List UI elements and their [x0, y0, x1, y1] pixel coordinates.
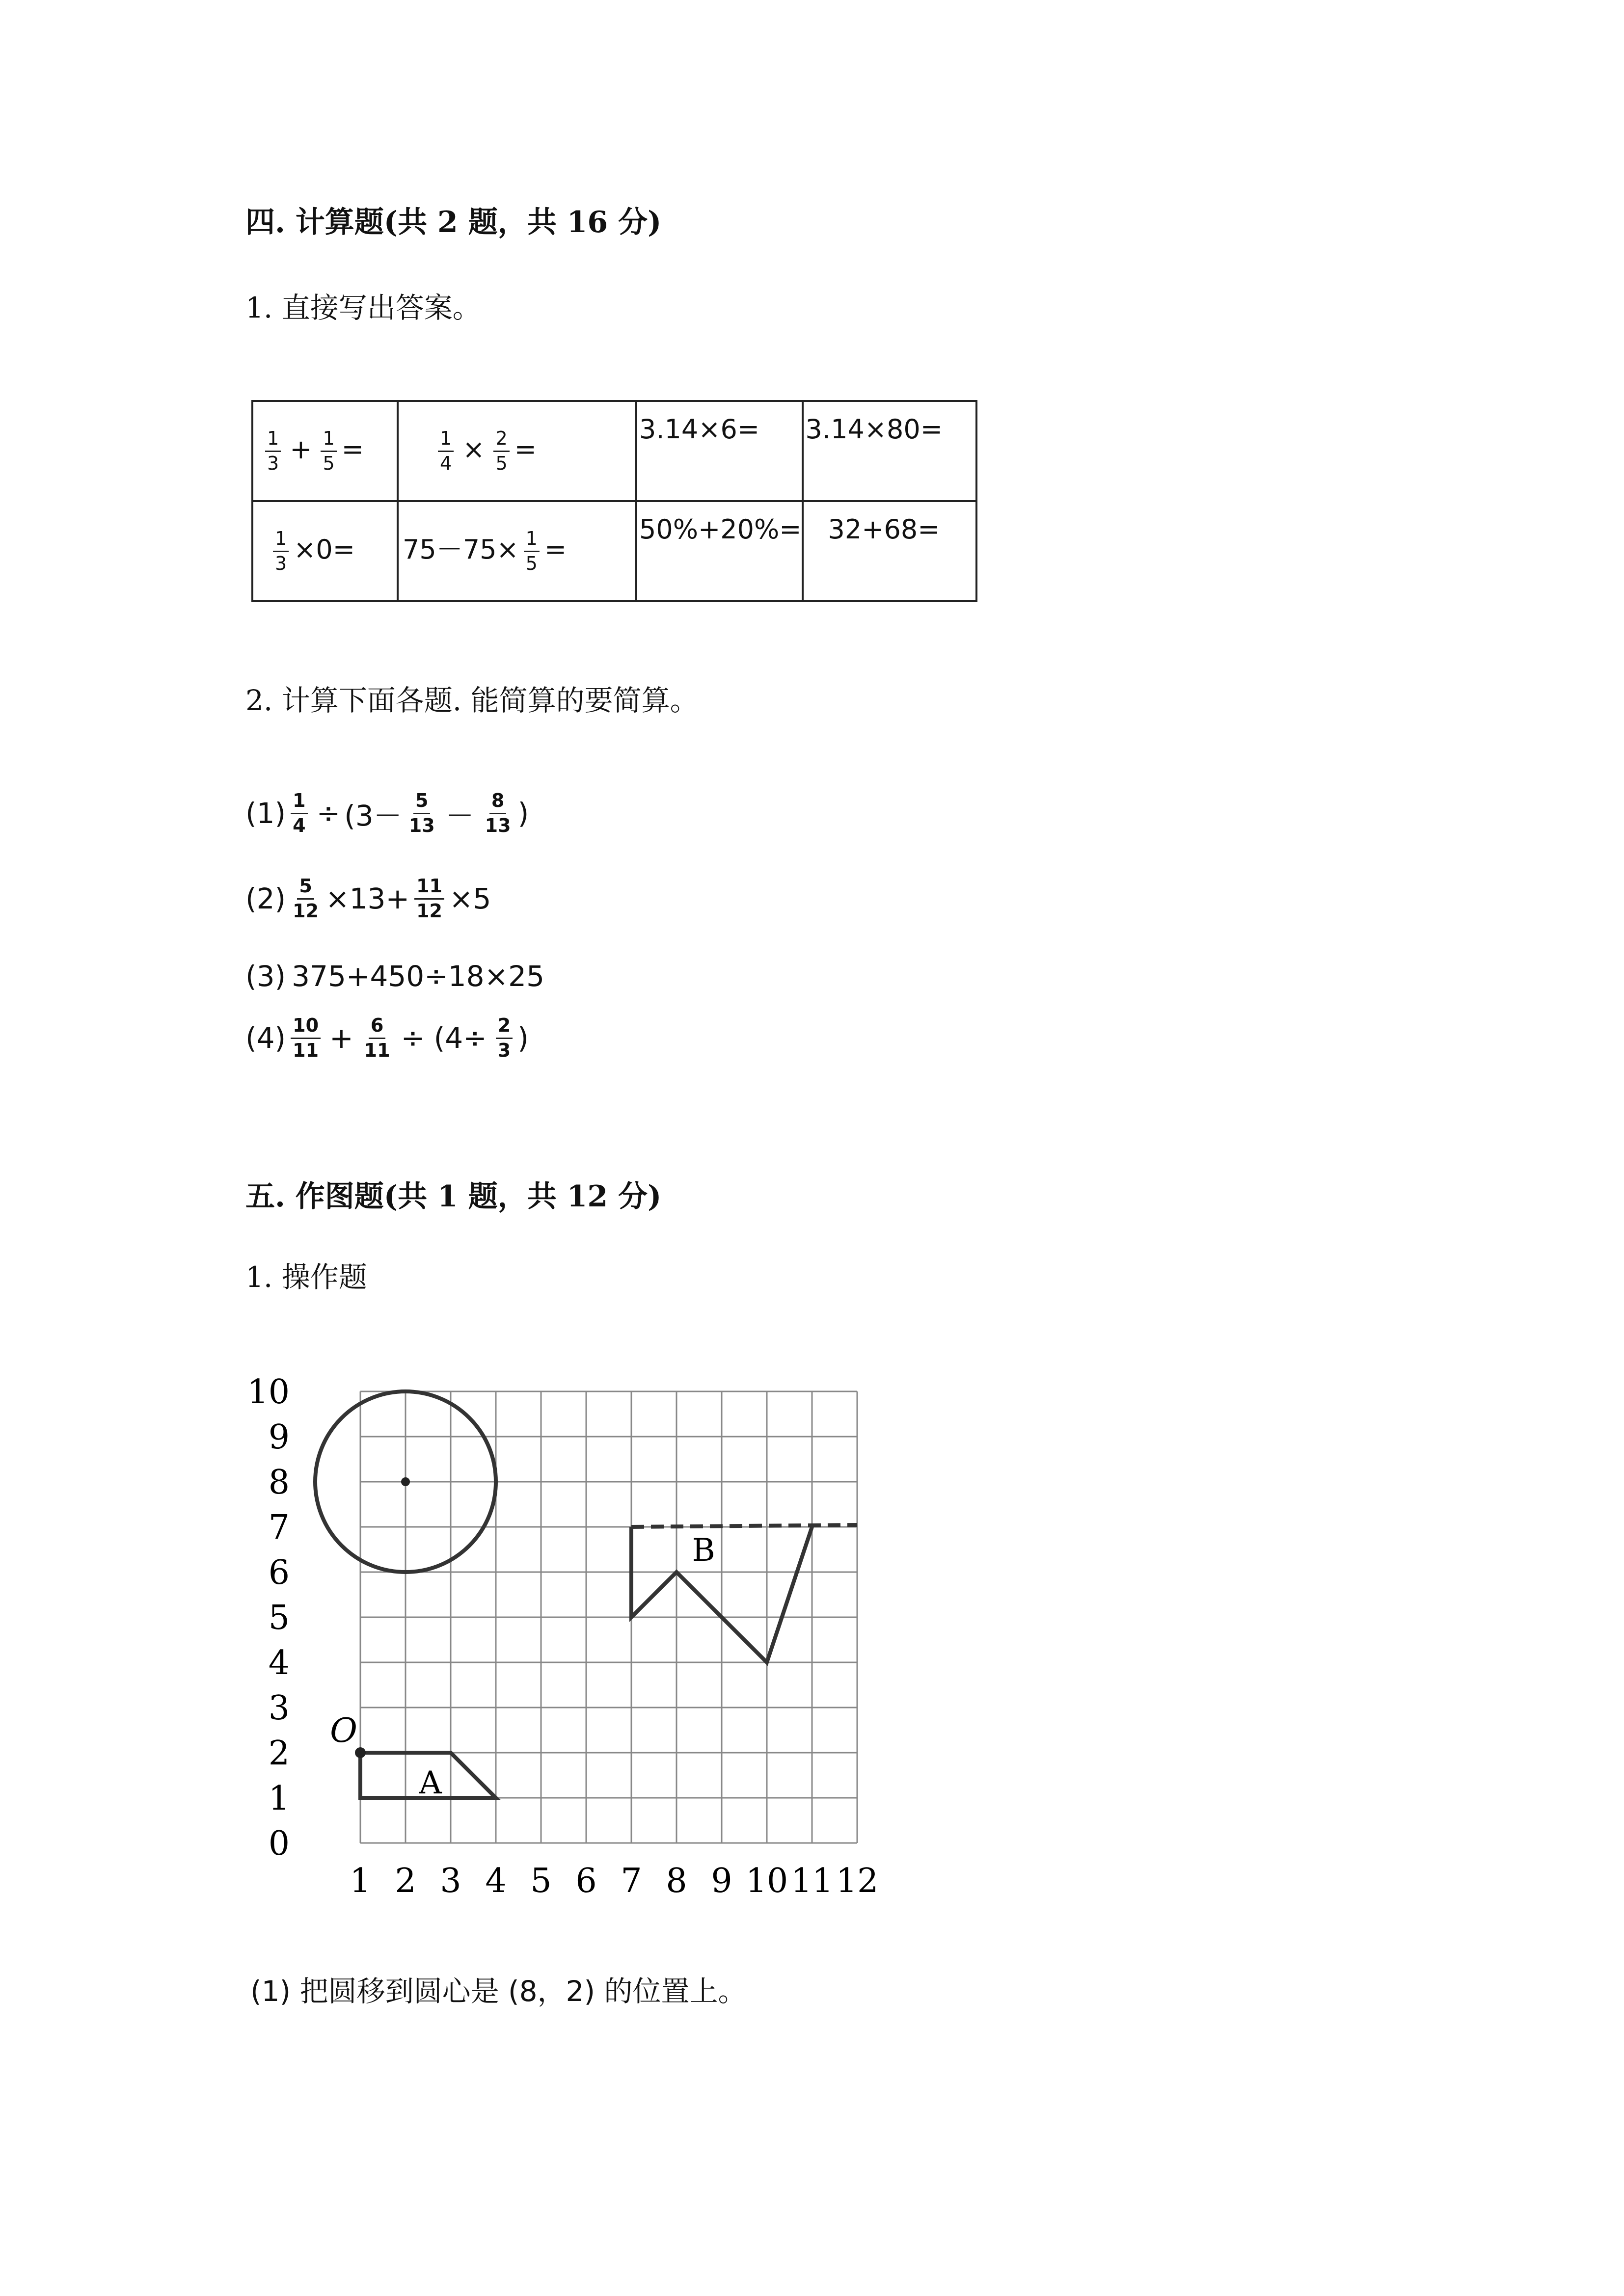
- coordinate-grid-figure: [245, 1352, 893, 1902]
- y-tick-label: 4: [268, 1644, 290, 1682]
- expression-label: (2): [245, 882, 286, 916]
- fraction: $\frac{1}{5}$: [524, 529, 540, 574]
- x-tick-label: 5: [530, 1862, 552, 1900]
- expression-3: (3) 375+450÷18×25: [245, 960, 544, 993]
- question-2-text: 2. 计算下面各题. 能简算的要简算。: [245, 684, 699, 717]
- operation-question-text: 1. 操作题: [245, 1260, 367, 1294]
- table-cell: 3.14×6=: [636, 401, 803, 501]
- question-1-text: 1. 直接写出答案。: [245, 291, 481, 324]
- expression-2: (2) $\frac{5}{12}$ ×13+ $\frac{11}{12}$ ×5: [245, 875, 491, 922]
- origin-label: O: [330, 1711, 357, 1750]
- section5-heading: 五. 作图题(共 1 题，共 12 分): [245, 1179, 662, 1214]
- y-tick-label: 5: [268, 1599, 290, 1637]
- y-tick-label: 6: [268, 1553, 290, 1592]
- x-tick-label: 4: [485, 1862, 507, 1900]
- fraction: $\frac{10}{11}$: [291, 1016, 321, 1061]
- fraction: $\frac{1}{4}$: [438, 429, 454, 474]
- x-tick-label: 8: [666, 1862, 687, 1900]
- y-tick-label: 3: [268, 1689, 290, 1728]
- table-cell: $\frac{1}{4}$ × $\frac{2}{5}$ =: [398, 401, 636, 501]
- x-tick-label: 11: [790, 1862, 834, 1900]
- fraction: $\frac{11}{12}$: [414, 877, 444, 921]
- y-tick-label: 9: [268, 1418, 290, 1457]
- sub-question-1: (1) 把圆移到圆心是 (8，2) 的位置上。: [250, 1975, 747, 2008]
- fraction: $\frac{5}{12}$: [293, 875, 319, 922]
- x-tick-label: 7: [621, 1862, 642, 1900]
- expression-label: (1): [245, 797, 286, 830]
- x-tick-label: 3: [440, 1862, 461, 1900]
- section4-heading: 四. 计算题(共 2 题，共 16 分): [245, 205, 662, 240]
- fraction: $\frac{1}{5}$: [321, 429, 336, 474]
- fraction: $\frac{8}{13}$: [485, 790, 511, 836]
- shape-a-label: A: [419, 1764, 442, 1801]
- x-tick-label: 10: [745, 1862, 788, 1900]
- table-cell: 32+68=: [803, 501, 976, 601]
- y-tick-label: 7: [268, 1508, 290, 1547]
- fraction: $\frac{1}{3}$: [265, 429, 281, 474]
- y-tick-label: 2: [268, 1734, 290, 1773]
- expression-label: (4): [245, 1021, 286, 1055]
- circle-center-dot: [401, 1477, 410, 1486]
- fraction: $\frac{2}{3}$: [496, 1016, 513, 1061]
- table-cell: $\frac{1}{3}$ + $\frac{1}{5}$ =: [252, 401, 398, 501]
- table-cell: 3.14×80=: [803, 401, 976, 501]
- x-tick-label: 12: [836, 1862, 879, 1900]
- fraction: $\frac{2}{5}$: [493, 429, 509, 474]
- expression-label: (3): [245, 960, 286, 993]
- table-cell: 75－75× $\frac{1}{5}$ =: [398, 501, 636, 601]
- fraction: $\frac{5}{13}$: [408, 790, 435, 836]
- shape-b-label: B: [692, 1532, 715, 1569]
- fraction: $\frac{6}{11}$: [364, 1015, 390, 1061]
- calc-table: [251, 400, 977, 602]
- fraction: $\frac{1}{4}$: [291, 791, 307, 836]
- y-tick-label: 8: [268, 1463, 290, 1502]
- x-tick-label: 6: [575, 1862, 597, 1900]
- table-cell: 50%+20%=: [636, 501, 803, 601]
- x-tick-label: 2: [395, 1862, 416, 1900]
- expression-4: (4) $\frac{10}{11}$ + $\frac{6}{11}$ ÷ (4÷ $\frac{2}{3}$ ): [245, 1015, 529, 1061]
- table-cell: $\frac{1}{3}$ ×0=: [252, 501, 398, 601]
- y-tick-label: 10: [247, 1373, 290, 1412]
- fraction: $\frac{1}{3}$: [273, 529, 289, 574]
- y-tick-label: 0: [268, 1824, 290, 1863]
- y-tick-label: 1: [268, 1779, 290, 1818]
- x-tick-label: 9: [711, 1862, 732, 1900]
- x-tick-label: 1: [350, 1862, 371, 1900]
- expression-1: (1) $\frac{1}{4}$ ÷ (3－ $\frac{5}{13}$ － $\frac{8}{13}$ ): [245, 790, 529, 836]
